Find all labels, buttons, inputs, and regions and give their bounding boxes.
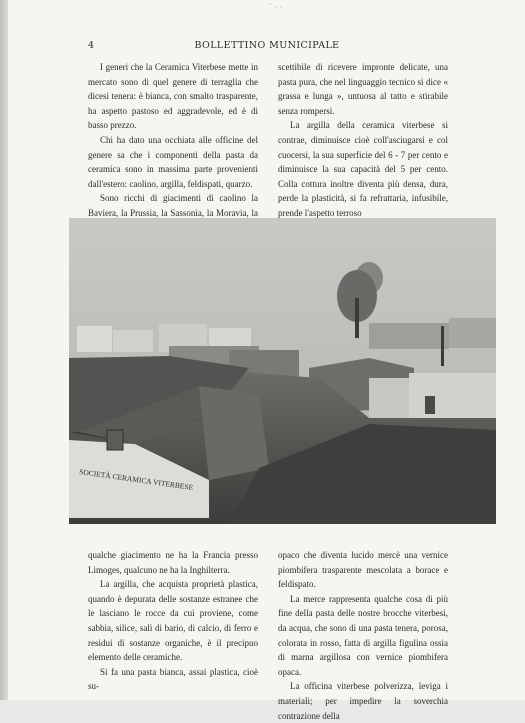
distant-building — [77, 326, 112, 352]
chimney — [355, 298, 359, 338]
chimney — [441, 326, 444, 366]
paragraph: Sono ricchi di giacimenti di caolino la Baviera, la Prussia, la Sassonia, la Moravia, la — [88, 193, 258, 218]
factory-photograph — [69, 218, 496, 524]
journal-title: BOLLETTINO MUNICIPALE — [194, 40, 340, 51]
distant-building — [449, 318, 496, 348]
chimney-smoke — [355, 262, 383, 294]
paragraph: opaco che diventa lucido mercè una vernice piombifera trasparente mescolata a borace e feldispato. — [278, 550, 448, 590]
paragraph: scettibile di ricevere impronte delicate, una pasta pura, che nel linguaggio tecnico si dice « grassa e lunga », untuosa al tatto e stirabile senza rompersi. — [278, 62, 448, 116]
company-emblem — [107, 430, 123, 450]
column-right-top — [278, 60, 448, 221]
shed-sign-text: SOCIETÀ CERAMICA VITERBESE — [78, 467, 194, 492]
paragraph: Si fa una pasta bianca, assai plastica, cioè su- — [88, 666, 258, 692]
column-right-bottom — [278, 548, 448, 723]
paragraph: La argilla della ceramica viterbese si contrae, diminuisce cioè coll'asciugarsi e col cuocersi, la sua superficie del 6 - 7 per cento e diminuisce la sua capacità del 5 per cento. Colla cottura inoltre diventa più densa, dura, perde la plasticità, si fa refrattaria, infusibile, prende l'aspetto terroso — [278, 120, 448, 218]
door — [425, 396, 435, 414]
distant-building — [113, 330, 153, 352]
paragraph: Chi ha dato una occhiata alle officine del genere sa che i componenti della pasta da ceramica sono in massima parte provenienti dall'estero: caolino, argilla, feldispati, quarzo. — [88, 134, 258, 189]
paragraph: La officina viterbese polverizza, leviga i materiali; per impedire la soverchia contrazione della — [278, 681, 448, 721]
running-header — [88, 40, 446, 54]
shed-side — [199, 386, 269, 480]
paragraph: La argilla, che acquista proprietà plastica, quando è depurata delle sostanze estranee che le lasciano le rocce da cui proviene, come sabbia, silice, sali di bario, di calcio, di ferro e residui di sostanze organiche, è il precipuo elemento delle ceramiche. — [88, 579, 258, 663]
paragraph: qualche giacimento ne ha la Francia presso Limoges, qualcuno ne ha la Inghilterra. — [88, 550, 258, 575]
top-pencil-mark: ˊ · · — [268, 3, 283, 12]
distant-building — [369, 323, 449, 349]
factory-photo-drawing — [69, 218, 496, 524]
column-left-top — [88, 60, 258, 235]
page-edge — [0, 0, 8, 700]
factory-building — [409, 373, 496, 423]
column-left-bottom — [88, 548, 258, 694]
page-number: 4 — [88, 40, 95, 51]
paragraph: La merce rappresenta qualche cosa di più fine della pasta delle nostre brocche viterbesi, da acqua, che sono di una pasta tenera, porosa, colorata in rosso, fatta di argilla figulina ossia di marna argillosa con vernice piombifera opaca. — [278, 593, 448, 677]
paragraph: I generi che la Ceramica Viterbese mette in mercato sono di quel genere di terraglia che dicesi tenera: è bianca, con smalto trasparente, ha aspetto pastoso ed aggradevole, ed è di basso prezzo. — [88, 62, 258, 131]
